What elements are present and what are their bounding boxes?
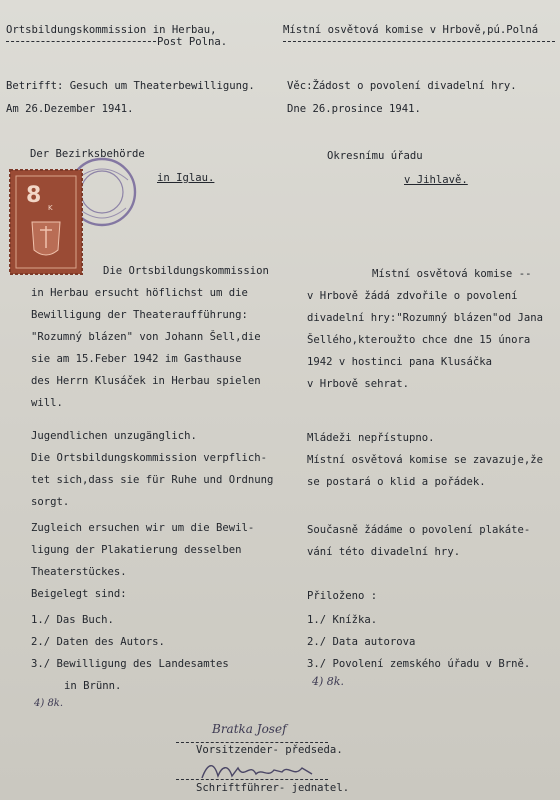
stamp-unit: K [48, 204, 53, 212]
sender-de-line2: Post Polna. [157, 36, 228, 48]
de-line: "Rozumný blázen" von Johann Šell,die [31, 331, 261, 343]
de-line: Bewilligung der Theateraufführung: [31, 309, 248, 321]
de-line: sie am 15.Feber 1942 im Gasthause [31, 353, 242, 365]
cz-line: vání této divadelní hry. [307, 546, 461, 558]
de-line: 1./ Das Buch. [31, 614, 114, 626]
cz-line: 2./ Data autorova [307, 636, 416, 648]
signature-secretary-icon [198, 758, 318, 784]
sender-de-line1: Ortsbildungskommission in Herbau, [6, 24, 217, 36]
addressee-cz-line2: v Jihlavě. [404, 174, 468, 186]
cz-line: se postará o klid a pořádek. [307, 476, 486, 488]
signature-rule [176, 742, 328, 743]
de-line: Beigelegt sind: [31, 588, 127, 600]
addressee-de-line1: Der Bezirksbehörde [30, 148, 145, 160]
de-line: sorgt. [31, 496, 70, 508]
de-line: Die Ortsbildungskommission [103, 265, 269, 277]
cz-line: Místní osvětová komise se zavazuje,že [307, 454, 543, 466]
de-line: will. [31, 397, 63, 409]
handwritten-note-right: 4) 8k. [312, 675, 344, 688]
date-cz: Dne 26.prosince 1941. [287, 103, 421, 115]
subject-de: Betrifft: Gesuch um Theaterbewilligung. [6, 80, 255, 92]
cz-line: divadelní hry:"Rozumný blázen"od Jana [307, 312, 543, 324]
de-line: Zugleich ersuchen wir um die Bewil- [31, 522, 255, 534]
signature-chairman: Bratka Josef [212, 722, 287, 736]
addressee-de-line2: in Iglau. [157, 172, 215, 184]
de-line: Die Ortsbildungskommission verpflich- [31, 452, 267, 464]
cz-line: v Hrbově žádá zdvořile o povolení [307, 290, 518, 302]
header-dash-rule-cz [283, 41, 555, 42]
de-line: in Brünn. [64, 680, 122, 692]
handwritten-note-left: 4) 8k. [34, 698, 64, 709]
cz-line: Současně žádáme o povolení plakáte- [307, 524, 531, 536]
cz-line: v Hrbově sehrat. [307, 378, 410, 390]
cz-line: Šellého,kteroužto chce dne 15 února [307, 334, 531, 346]
de-line: des Herrn Klusáček in Herbau spielen [31, 375, 261, 387]
addressee-cz-line1: Okresnímu úřadu [327, 150, 423, 162]
de-line: 2./ Daten des Autors. [31, 636, 165, 648]
role-secretary: Schriftführer- jednatel. [196, 782, 350, 794]
de-line: Jugendlichen unzugänglich. [31, 430, 197, 442]
date-de: Am 26.Dezember 1941. [6, 103, 134, 115]
de-line: tet sich,dass sie für Ruhe und Ordnung [31, 474, 274, 486]
signature-rule-2 [176, 779, 328, 780]
cz-line: 1942 v hostinci pana Klusáčka [307, 356, 492, 368]
header-dash-rule [6, 41, 156, 42]
cz-line: Místní osvětová komise -- [372, 268, 532, 280]
de-line: in Herbau ersucht höflichst um die [31, 287, 248, 299]
stamp-value: 8 [26, 183, 42, 208]
de-line: Theaterstückes. [31, 566, 127, 578]
de-line: 3./ Bewilligung des Landesamtes [31, 658, 229, 670]
cz-line: 3./ Povolení zemského úřadu v Brně. [307, 658, 531, 670]
revenue-stamp-icon [4, 152, 144, 282]
sender-cz-line1: Místní osvětová komise v Hrbově,pú.Polná [283, 24, 539, 36]
cz-line: Přiloženo : [307, 590, 378, 602]
de-line: ligung der Plakatierung desselben [31, 544, 242, 556]
role-chairman: Vorsitzender- předseda. [196, 744, 343, 756]
subject-cz: Věc:Žádost o povolení divadelní hry. [287, 80, 517, 92]
cz-line: 1./ Knížka. [307, 614, 378, 626]
cz-line: Mládeži nepřístupno. [307, 432, 435, 444]
